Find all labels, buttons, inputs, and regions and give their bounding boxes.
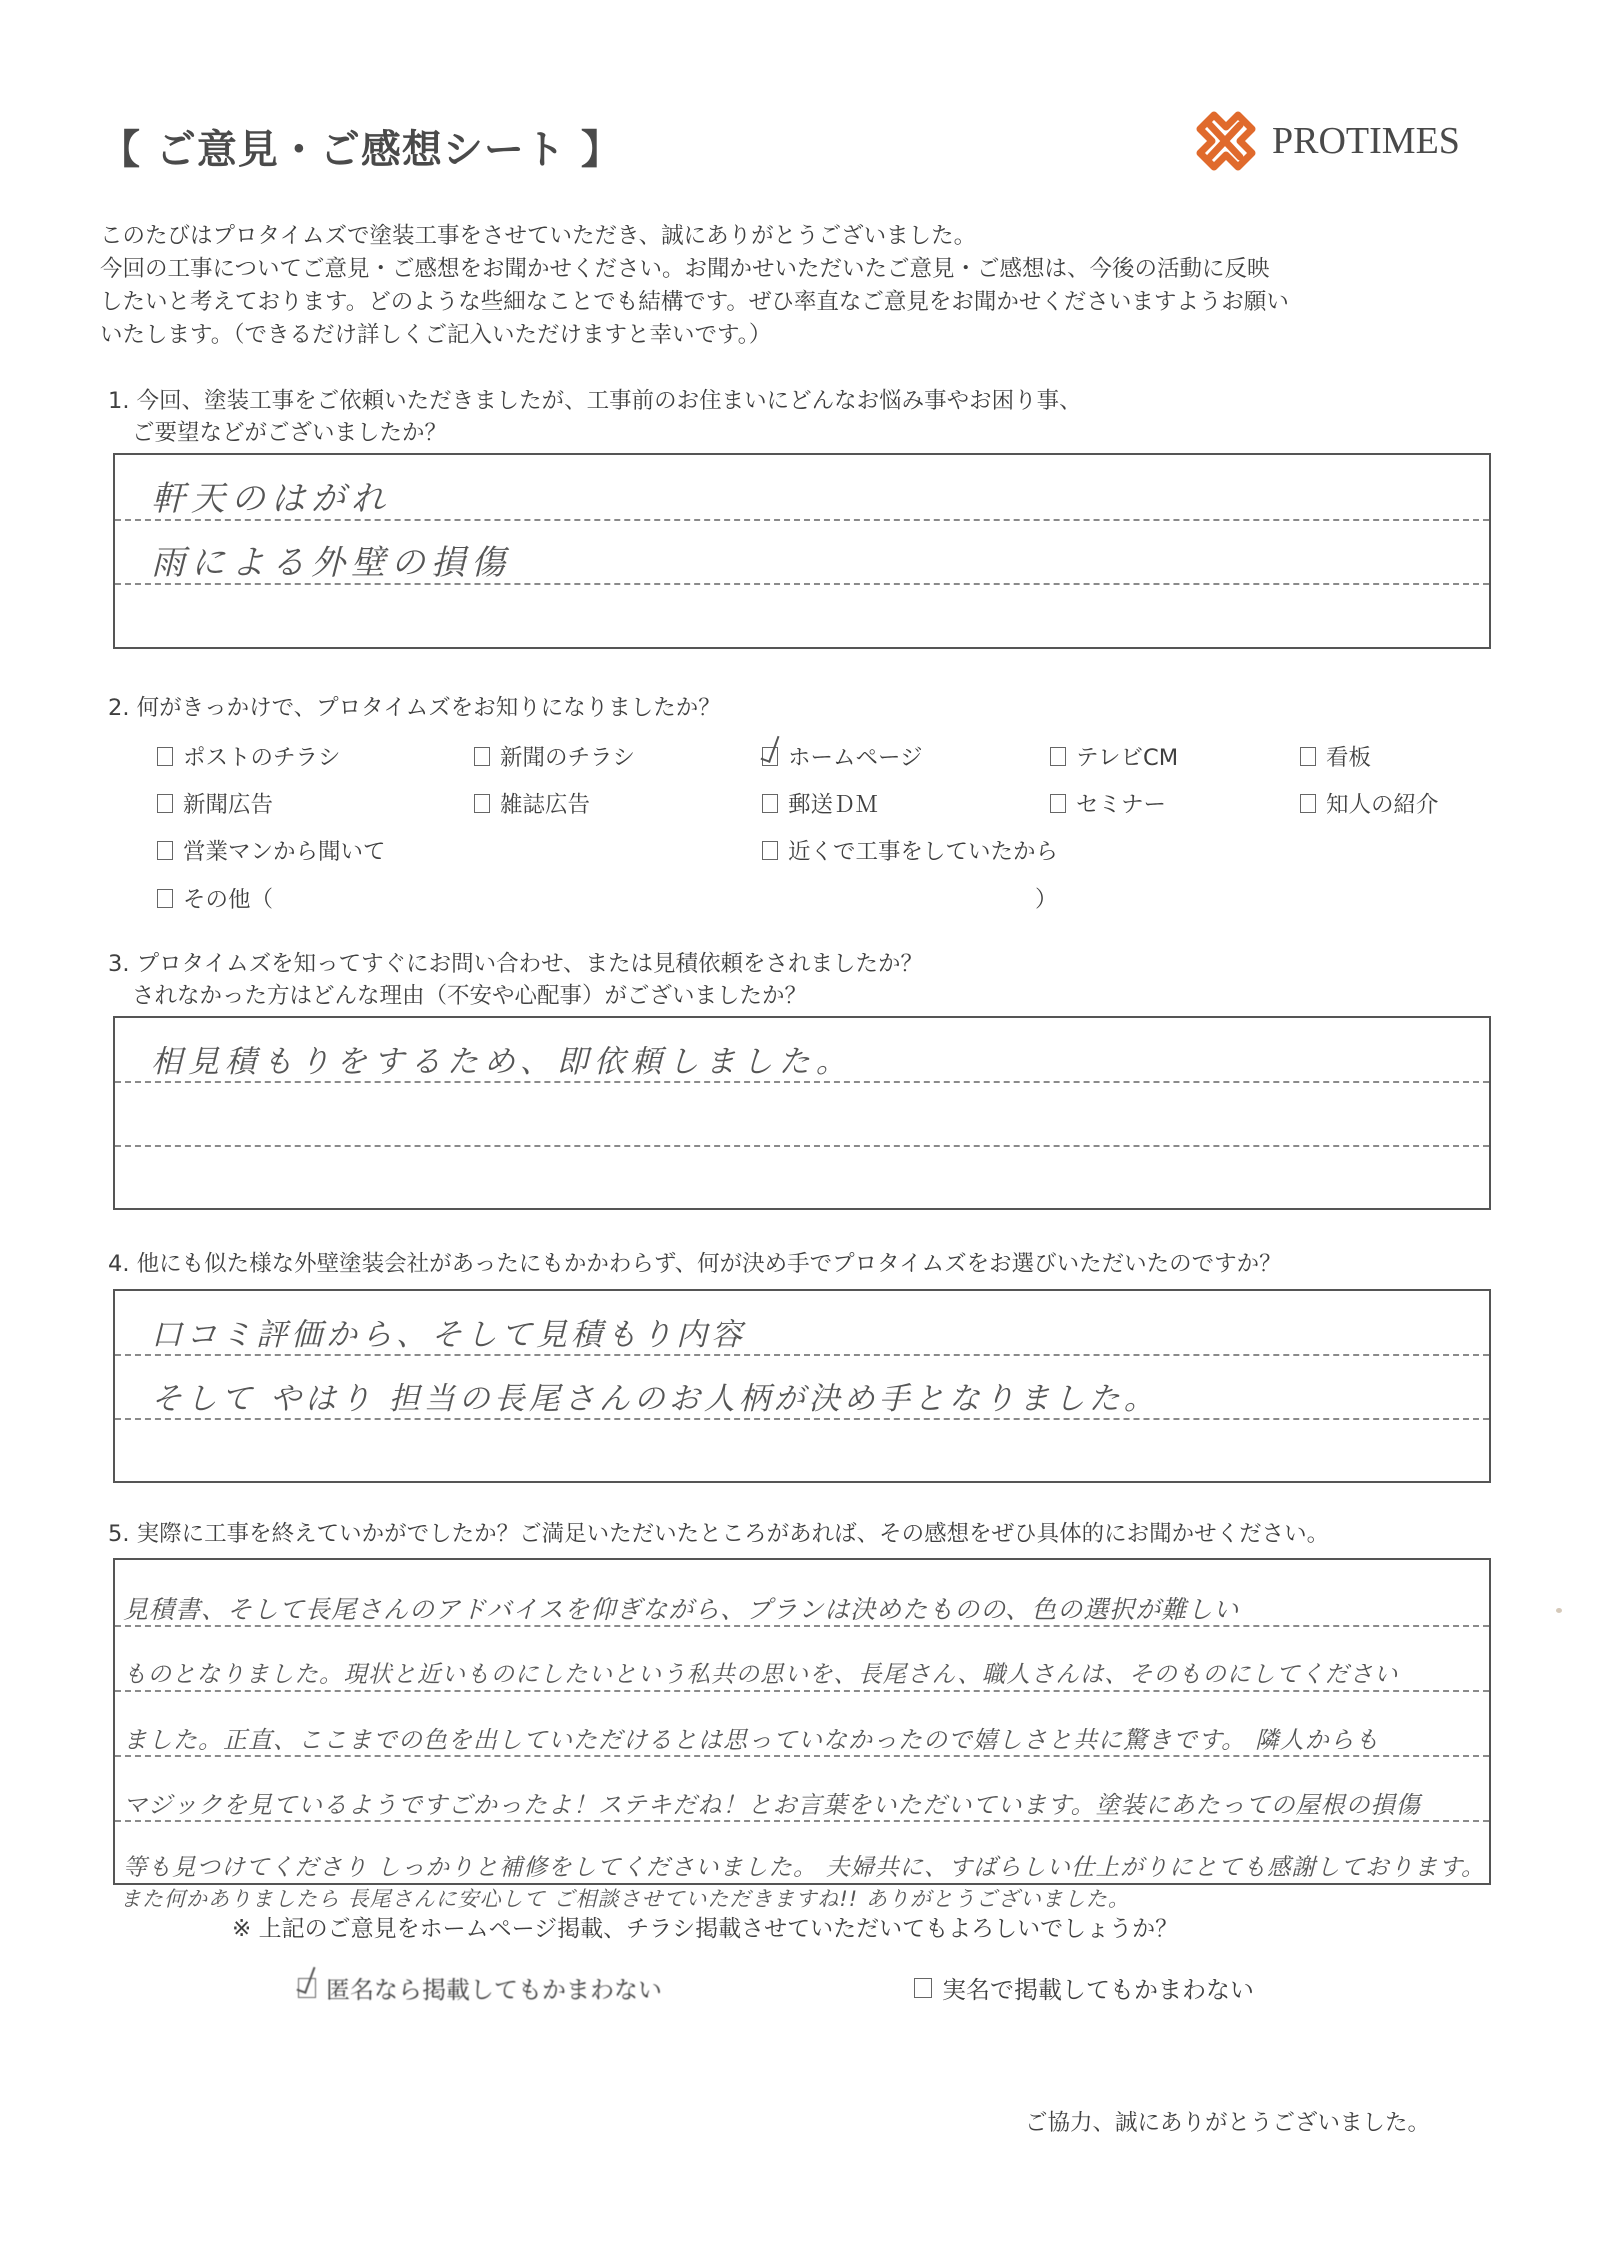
option-label: その他（ xyxy=(183,887,274,913)
option-label: 営業マンから聞いて xyxy=(183,839,386,865)
option-nearby-work[interactable] xyxy=(762,834,1058,866)
answer-5-line3: ました。正直、ここまでの色を出していただけるとは思っていなかったので嬉しさと共に驚きです。 隣人からも xyxy=(123,1726,1380,1754)
question-1 xyxy=(108,385,1082,449)
option-label: ホームページ xyxy=(788,745,923,771)
option-signboard[interactable] xyxy=(1300,740,1371,772)
question-1-line2: ご要望などがございましたか？ xyxy=(132,420,448,446)
checkbox-checked[interactable] xyxy=(298,1978,316,1998)
checkbox[interactable] xyxy=(762,794,778,813)
checkbox[interactable] xyxy=(914,1978,932,1998)
other-close-paren: ） xyxy=(1035,887,1058,913)
answer-5-line4: マジックを見ているようですごかったよ！ステキだね！とお言葉をいただいています。塗装にあたっての屋根の損傷 xyxy=(123,1791,1421,1819)
scan-smudge xyxy=(1556,1608,1562,1613)
answer-3-line1: 相見積もりをするため、即依頼しました。 xyxy=(151,1044,853,1080)
question-3-line2: されなかった方はどんな理由（不安や心配事）がございましたか？ xyxy=(132,983,808,1009)
answer-box-3[interactable] xyxy=(113,1016,1491,1210)
protimes-logo xyxy=(1190,107,1510,177)
answer-1-line2: 雨による外壁の損傷 xyxy=(151,543,511,583)
option-other[interactable] xyxy=(157,882,273,914)
option-label: セミナー xyxy=(1076,792,1167,818)
checkbox[interactable] xyxy=(157,794,173,813)
answer-5-overflow-line: また何かありましたら 長尾さんに安心して ご相談させていただきますね!! ありがとうございました。 xyxy=(120,1887,1130,1911)
question-4: 4. 他にも似た様な外壁塗装会社があったにもかかわらず、何が決め手でプロタイムズをお選びいただいたのですか？ xyxy=(108,1251,1282,1277)
ruled-line xyxy=(115,1690,1489,1692)
answer-box-4[interactable] xyxy=(113,1289,1491,1483)
option-direct-mail[interactable] xyxy=(762,787,878,819)
intro-line: したいと考えております。どのような些細なことでも結構です。ぜひ率直なご意見をお聞かせくださいますようお願い xyxy=(100,289,1289,315)
checkbox-checked[interactable] xyxy=(762,747,778,766)
sheet-title: 【 ご意見・ご感想シート 】 xyxy=(100,127,622,173)
option-acquaintance[interactable] xyxy=(1300,787,1439,819)
publish-realname-option[interactable] xyxy=(914,1970,1254,2005)
question-5: 5. 実際に工事を終えていかがでしたか？ご満足いただいたところがあれば、その感想をぜひ具体的にお聞かせください。 xyxy=(108,1521,1330,1547)
answer-1-line1: 軒天のはがれ xyxy=(151,479,391,519)
checkbox[interactable] xyxy=(474,747,490,766)
ruled-line xyxy=(115,1755,1489,1757)
intro-line: いたします。（できるだけ詳しくご記入いただけますと幸いです。） xyxy=(100,322,772,348)
option-seminar[interactable] xyxy=(1050,787,1166,819)
checkbox[interactable] xyxy=(1050,794,1066,813)
intro-line: このたびはプロタイムズで塗装工事をさせていただき、誠にありがとうございました。 xyxy=(100,223,977,249)
answer-box-5[interactable] xyxy=(113,1558,1491,1885)
ruled-line xyxy=(115,1820,1489,1822)
checkbox[interactable] xyxy=(1050,747,1066,766)
question-1-line1: 1. 今回、塗装工事をご依頼いただきましたが、工事前のお住まいにどんなお悩み事やお困り事、 xyxy=(108,388,1082,414)
ruled-line xyxy=(115,1354,1489,1356)
ruled-line xyxy=(115,1418,1489,1420)
answer-box-1[interactable] xyxy=(113,453,1491,649)
answer-5-line5: 等も見つけてくださり しっかりと補修をしてくださいました。 夫婦共に、すばらしい仕上がりにとても感謝しております。 xyxy=(123,1853,1486,1881)
option-label: 新聞広告 xyxy=(183,792,274,818)
brand-name: PROTIMES xyxy=(1272,120,1460,162)
publish-question: ※ 上記のご意見をホームページ掲載、チラシ掲載させていただいてもよろしいでしょうか？ xyxy=(232,1916,1179,1942)
checkbox[interactable] xyxy=(157,841,173,860)
publish-anonymous-option[interactable] xyxy=(298,1970,662,2005)
option-tv-cm[interactable] xyxy=(1050,740,1178,772)
question-3 xyxy=(108,948,923,1012)
option-label: 近くで工事をしていたから xyxy=(788,839,1059,865)
ruled-line xyxy=(115,1145,1489,1147)
checkbox[interactable] xyxy=(1300,747,1316,766)
option-label: テレビCM xyxy=(1076,745,1179,771)
question-2: 2. 何がきっかけで、プロタイムズをお知りになりましたか？ xyxy=(108,695,721,721)
footer-thanks: ご協力、誠にありがとうございました。 xyxy=(1025,2110,1431,2136)
checkbox[interactable] xyxy=(157,747,173,766)
answer-4-line2: そして やはり 担当の長尾さんのお人柄が決め手となりました。 xyxy=(151,1381,1159,1417)
option-label: 郵送ＤＭ xyxy=(788,792,879,818)
checkbox[interactable] xyxy=(1300,794,1316,813)
question-3-line1: 3. プロタイムズを知ってすぐにお問い合わせ、または見積依頼をされましたか？ xyxy=(108,951,923,977)
checkbox[interactable] xyxy=(762,841,778,860)
ruled-line xyxy=(115,1081,1489,1083)
checkbox[interactable] xyxy=(474,794,490,813)
option-label: 新聞のチラシ xyxy=(500,745,636,771)
intro-line: 今回の工事についてご意見・ご感想をお聞かせください。お聞かせいただいたご意見・ご感想は、今後の活動に反映 xyxy=(100,256,1270,282)
option-magazine-ad[interactable] xyxy=(474,787,590,819)
answer-5-line1: 見積書、そして長尾さんのアドバイスを仰ぎながら、プランは決めたものの、色の選択が難しい xyxy=(123,1595,1240,1624)
option-label: 雑誌広告 xyxy=(500,792,591,818)
answer-4-line1: 口コミ評価から、そして見積もり内容 xyxy=(151,1317,746,1353)
option-label: 知人の紹介 xyxy=(1326,792,1439,818)
option-label: 匿名なら掲載してもかまわない xyxy=(326,1976,662,2004)
option-newspaper-ad[interactable] xyxy=(157,787,273,819)
checkbox[interactable] xyxy=(157,889,173,908)
option-salesperson[interactable] xyxy=(157,834,386,866)
option-homepage[interactable] xyxy=(762,740,923,772)
intro-paragraph xyxy=(100,220,1520,352)
answer-5-line2: ものとなりました。現状と近いものにしたいという私共の思いを、長尾さん、職人さんは、そのものにしてください xyxy=(123,1660,1399,1688)
option-label: 看板 xyxy=(1326,745,1372,771)
option-post-flyer[interactable] xyxy=(157,740,341,772)
option-label: ポストのチラシ xyxy=(183,745,341,771)
protimes-logo-icon xyxy=(1190,107,1262,177)
option-newspaper-flyer[interactable] xyxy=(474,740,635,772)
option-label: 実名で掲載してもかまわない xyxy=(942,1976,1254,2004)
